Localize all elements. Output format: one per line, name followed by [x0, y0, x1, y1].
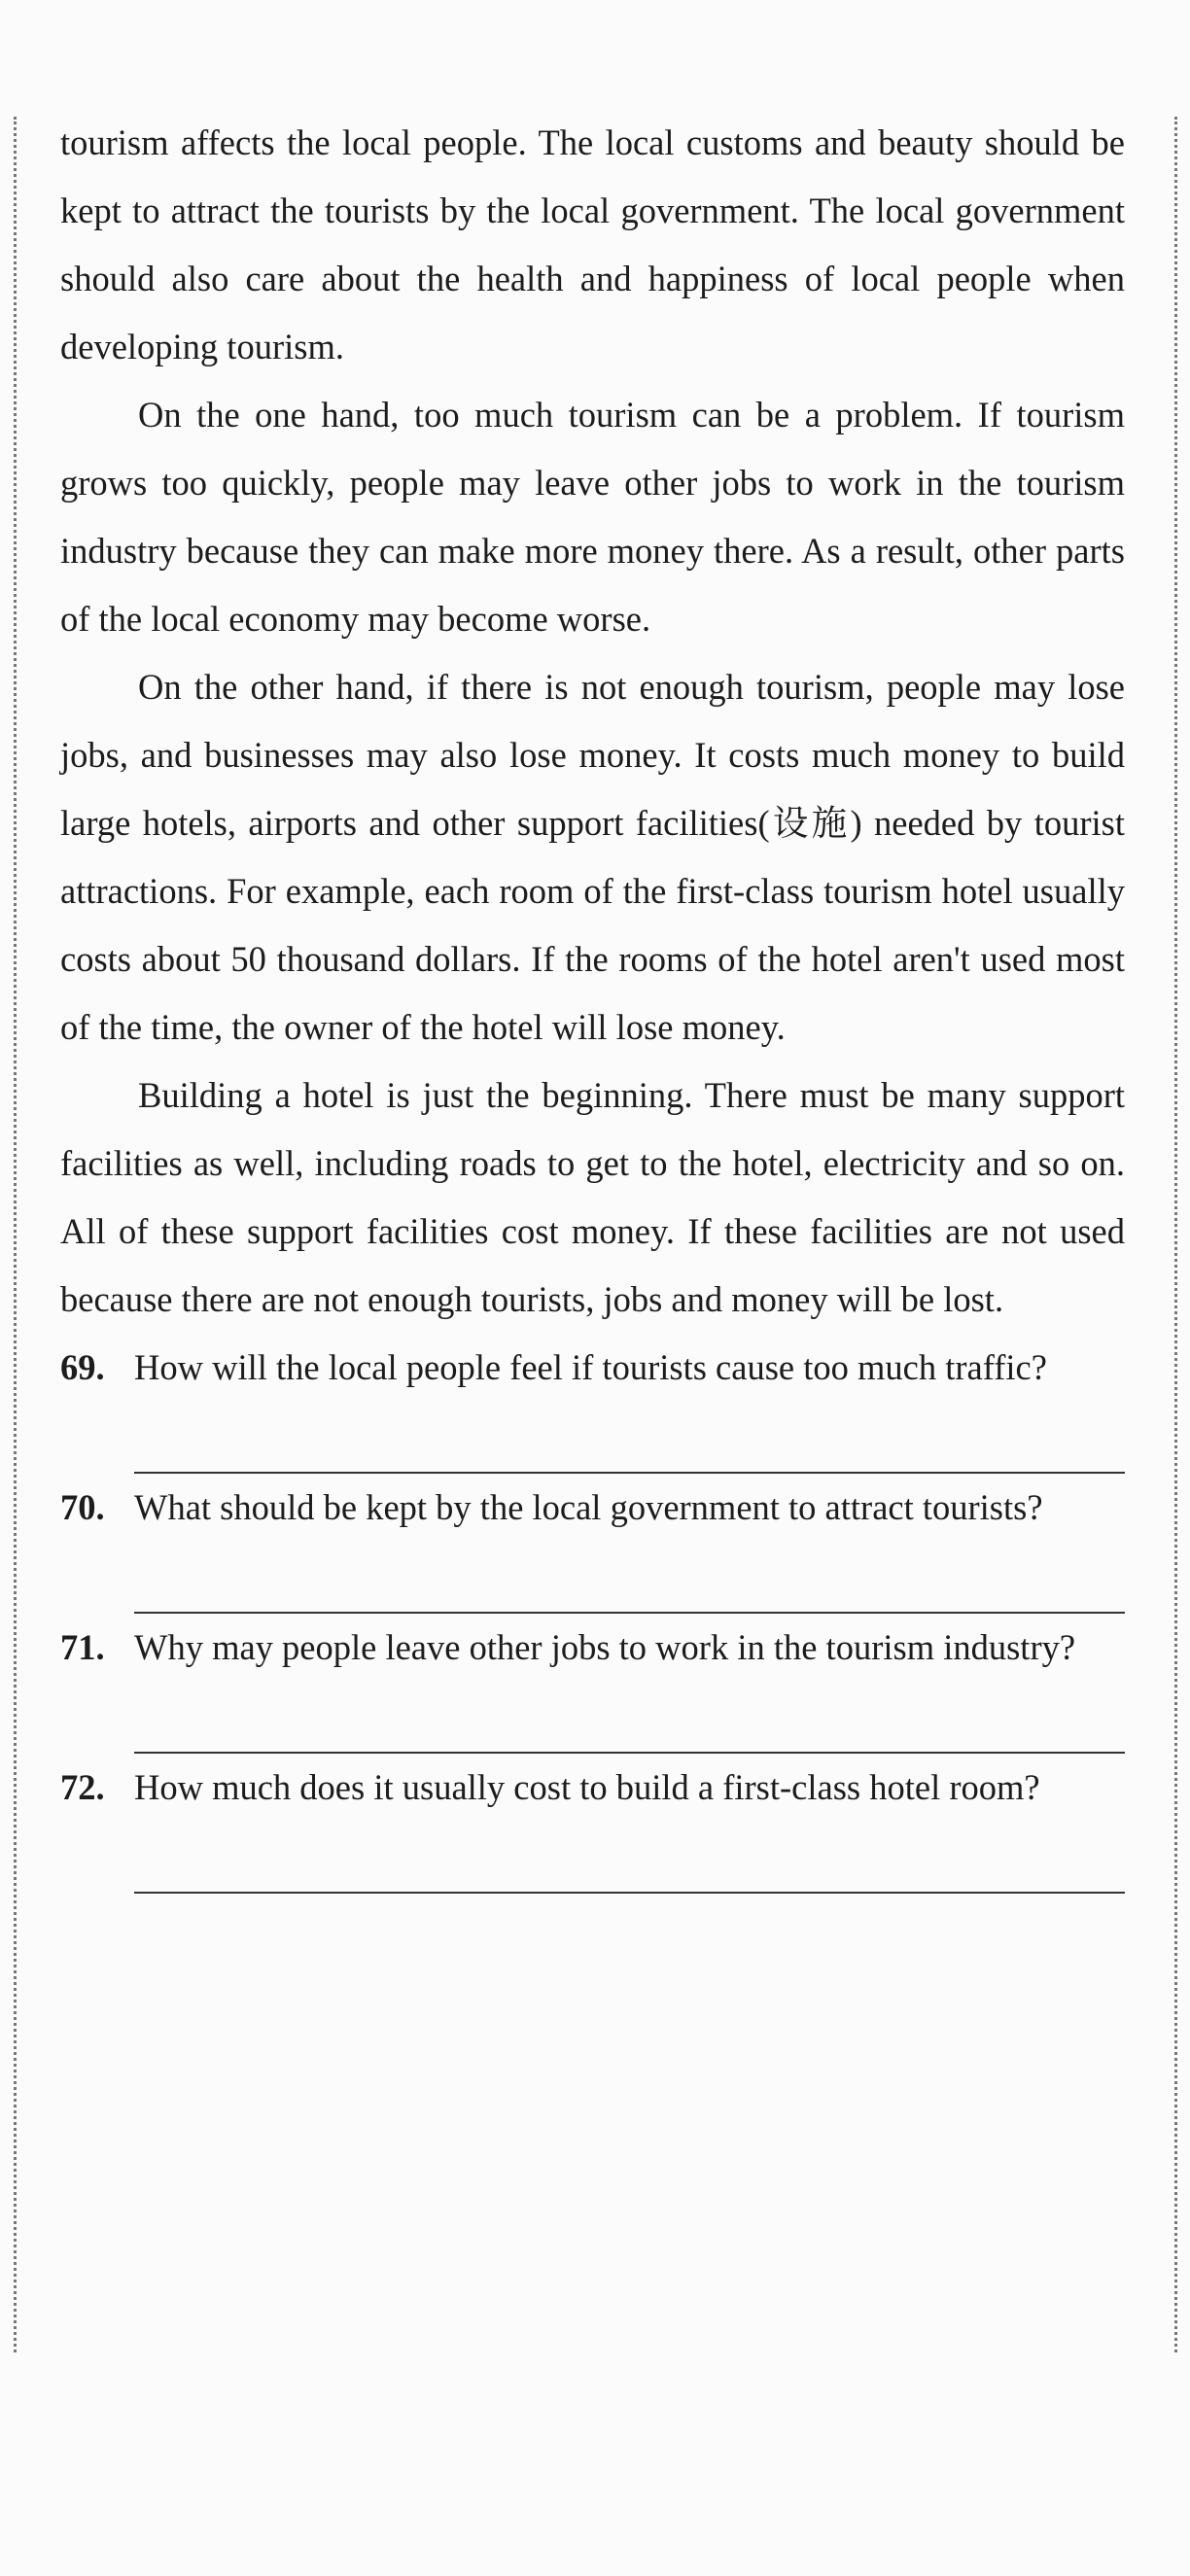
page-content	[60, 109, 1125, 1894]
answer-line[interactable]	[134, 1682, 1125, 1754]
answer-line[interactable]	[134, 1542, 1125, 1614]
question-list	[60, 1334, 1125, 1894]
question-69	[60, 1334, 1125, 1474]
question-70	[60, 1474, 1125, 1614]
question-72	[60, 1754, 1125, 1894]
reading-passage	[60, 109, 1125, 1334]
question-number: 70.	[60, 1487, 105, 1527]
question-text: Why may people leave other jobs to work in the tourism industry?	[134, 1627, 1076, 1667]
right-dotted-margin	[1174, 117, 1177, 2352]
question-text: How much does it usually cost to build a first-class hotel room?	[134, 1767, 1040, 1807]
question-71	[60, 1614, 1125, 1754]
passage-paragraph: tourism affects the local people. The local customs and beauty should be kept to attract the tourists by the local government. The local government should also care about the health and happiness of local people when developing tourism.	[60, 122, 1125, 366]
passage-paragraph: Building a hotel is just the beginning. There must be many support facilities as well, including roads to get to the hotel, electricity and so on. All of these support facilities cost money. If these facilities are not used because there are not enough tourists, jobs and money will be lost.	[60, 1075, 1125, 1319]
question-number: 72.	[60, 1767, 105, 1807]
answer-line[interactable]	[134, 1402, 1125, 1474]
passage-paragraph: On the one hand, too much tourism can be a problem. If tourism grows too quickly, people may leave other jobs to work in the tourism industry because they can make more money there. As a result, other parts of the local economy may become worse.	[60, 395, 1125, 639]
answer-line[interactable]	[134, 1822, 1125, 1894]
question-number: 71.	[60, 1627, 105, 1667]
question-number: 69.	[60, 1347, 105, 1387]
question-text: How will the local people feel if tourists cause too much traffic?	[134, 1347, 1047, 1387]
passage-paragraph: On the other hand, if there is not enough tourism, people may lose jobs, and businesses may also lose money. It costs much money to build large hotels, airports and other support facilities(设施) needed by tourist attractions. For example, each room of the first-class tourism hotel usually costs about 50 thousand dollars. If the rooms of the hotel aren't used most of the time, the owner of the hotel will lose money.	[60, 667, 1125, 1047]
question-text: What should be kept by the local government to attract tourists?	[134, 1487, 1043, 1527]
left-dotted-margin	[14, 117, 17, 2352]
